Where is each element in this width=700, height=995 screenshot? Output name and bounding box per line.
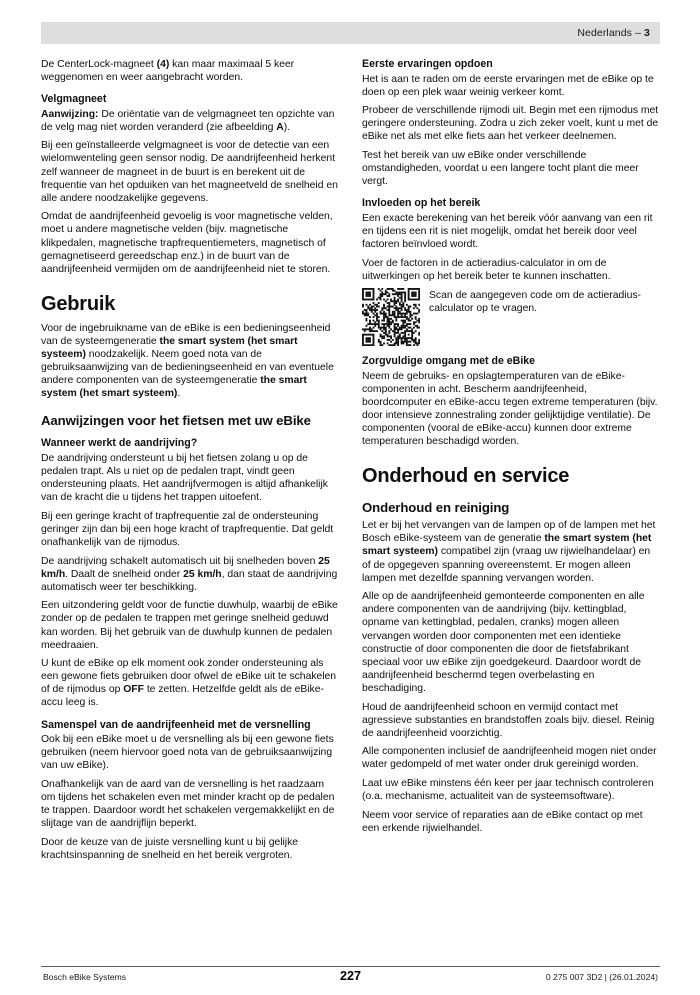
left-column <box>41 58 338 867</box>
right-column <box>362 58 659 867</box>
para-ingebruikname: Voor de ingebruikname van de eBike is een bedieningseenheid van de systeemgeneratie the smart system (het smart systeem) noodzakelijk. Neem goed nota van de gebruiksaanwijzing van de bedieningseenheid en van eventuele andere componenten van de systeemgeneratie the smart system (het smart systeem). <box>41 322 334 400</box>
subheading-zorgvuldige-omgang: Zorgvuldige omgang met de eBike <box>362 355 536 368</box>
footer-publisher: Bosch eBike Systems <box>43 972 127 982</box>
page-columns <box>41 58 660 867</box>
para-duwhulp: Een uitzondering geldt voor de functie duwhulp, waarbij de eBike zonder op de pedalen te trappen met geringe snelheid geduwd kan worden. Bij het gebruik van de duwhulp kunnen de pedalen meedraaien. <box>41 600 338 651</box>
section-aanwijzingen-fietsen: Aanwijzingen voor het fietsen met uw eBike <box>41 413 311 429</box>
chapter-onderhoud-service: Onderhoud en service <box>362 465 570 488</box>
section-onderhoud-reiniging: Onderhoud en reiniging <box>362 500 510 516</box>
para-aanwijzing-orientatie: Aanwijzing: De oriëntatie van de velgmagneet ten opzichte van de velg mag niet worden veranderd (zie afbeelding A). <box>41 108 335 133</box>
subheading-velgmagneet: Velgmagneet <box>41 93 107 106</box>
footer-document-code: 0 275 007 3D2 | (26.01.2024) <box>545 972 658 982</box>
para-rijmodi-uitproberen: Probeer de verschillende rijmodi uit. Begin met een rijmodus met geringere ondersteuning. Zodra u zich zeker voelt, kunt u met de eBike net als met elke fiets aan het verkeer deelnemen. <box>362 105 659 143</box>
subheading-samenspel-versnelling: Samenspel van de aandrijfeenheid met de versnelling <box>41 718 311 731</box>
running-head-separator: – <box>635 27 642 39</box>
qr-actieradius-calculator <box>362 288 659 346</box>
para-schakelt-automatisch-uit: De aandrijving schakelt automatisch uit bij snelheden boven 25 km/h. Daalt de snelheid onder 25 km/h, dan staat de aandrijving automatisch weer ter beschikking. <box>41 555 338 593</box>
running-head-page-marker: 3 <box>644 27 650 39</box>
subheading-invloeden-bereik: Invloeden op het bereik <box>362 197 481 210</box>
para-geringe-kracht: Bij een geringe kracht of trapfrequentie zal de ondersteuning geringer zijn dan bij een hoge kracht of trapfrequentie. Dat geldt onafhankelijk van de rijmodus. <box>41 510 334 548</box>
footer-page-number: 227 <box>339 969 361 983</box>
para-jaarlijkse-controle: Laat uw eBike minstens één keer per jaar technisch controleren (o.a. mechanisme, actualiteit van de systeemsoftware). <box>362 777 654 803</box>
qr-code-icon <box>362 288 420 346</box>
para-test-bereik: Test het bereik van uw eBike onder verschillende omstandigheden, voordat u een langere tocht plant die meer vergt. <box>362 149 639 188</box>
page-footer <box>41 966 660 989</box>
qr-caption-text: Scan de aangegeven code om de actieradius-calculator op te vragen. <box>429 290 641 315</box>
running-head-language: Nederlands <box>577 27 633 39</box>
chapter-gebruik: Gebruik <box>41 292 116 315</box>
para-gemonteerde-componenten: Alle op de aandrijfeenheid gemonteerde componenten en alle andere componenten van de aandrijving (bijv. kettingblad, opname van kettingblad, pedalen, cranks) mogen alleen vervangen worden door componenten met een identieke constructie of door componenten die door de fietsfabrikant speciaal voor uw eBike zijn goedgekeurd. Daardoor wordt de aandrijfeenheid beschermd tegen overbelasting en beschadiging. <box>362 591 645 694</box>
subheading-wanneer-werkt-aandrijving: Wanneer werkt de aandrijving? <box>41 437 198 450</box>
para-schakelen-minder-kracht: Onafhankelijk van de aard van de versnelling is het raadzaam om tijdens het schakelen even met minder kracht op de pedalen te trappen. Daardoor wordt het schakelen vergemakkelijkt en de slijtage van de aandrijflijn beperkt. <box>41 778 335 830</box>
para-versnelling-gebruiken: Ook bij een eBike moet u de versnelling als bij een gewone fiets gebruiken (neem hiervoor goed nota van de gebruiksaanwijzing van uw eBike). <box>41 734 334 772</box>
subheading-eerste-ervaringen: Eerste ervaringen opdoen <box>362 58 493 70</box>
para-actieradius-calculator: Voer de factoren in de actieradius-calculator in om de uitwerkingen op het bereik beter te kunnen inschatten. <box>362 257 611 282</box>
para-centerlock-magnet: De CenterLock-magneet (4) kan maar maximaal 5 keer weggenomen en weer aangebracht worden. <box>41 59 295 84</box>
para-service-reparaties: Neem voor service of reparaties aan de eBike contact op met een erkende rijwielhandel. <box>362 809 643 834</box>
para-niet-onderdompelen: Alle componenten inclusief de aandrijfeenheid mogen niet onder water gedompeld of met water onder druk gereinigd worden. <box>362 746 657 771</box>
para-magnetische-velden: Omdat de aandrijfeenheid gevoelig is voor magnetische velden, moet u andere magnetische velden (bijv. magnetische klikpedalen, magnetische trapfrequentiemeters, magnetisch of gemagnetiseerd gereedschap enz.) in de buurt van de aandrijfeenheid vermijden om de aandrijfeenheid niet te storen. <box>41 211 333 275</box>
para-temperaturen: Neem de gebruiks- en opslagtemperaturen van de eBike-componenten in acht. Bescherm aandrijfeenheid, boordcomputer en eBike-accu tegen extreme temperaturen (bijv. door intensieve zonnestraling zonder gelijktijdige ventilatie). De componenten (vooral de eBike-accu) kunnen door extreme temperaturen beschadigd worden. <box>362 370 658 448</box>
para-zonder-ondersteuning: U kunt de eBike op elk moment ook zonder ondersteuning als een gewone fiets gebruiken door ofwel de eBike uit te schakelen of de rijmodus op OFF te zetten. Hetzelfde geldt als de eBike-accu leeg is. <box>41 658 337 709</box>
para-exacte-berekening: Een exacte berekening van het bereik vóór aanvang van een rit en tijdens een rit is niet mogelijk, omdat het bereik door veel factoren beïnvloed wordt. <box>362 212 653 250</box>
running-head-text <box>577 27 650 39</box>
para-aandrijving-ondersteunt: De aandrijving ondersteunt u bij het fietsen zolang u op de pedalen trapt. Als u niet op de pedalen trapt, vindt geen ondersteuning plaats. Het aandrijfvermogen is altijd afhankelijk van de kracht die u tijdens het trappen uitoefent. <box>41 452 328 504</box>
para-schoon-houden: Houd de aandrijfeenheid schoon en vermijd contact met agressieve substanties en brandstoffen zoals bijv. diesel. Reinig de aandrijfeenheid voorzichtig. <box>362 701 655 739</box>
para-juiste-versnelling: Door de keuze van de juiste versnelling kunt u bij gelijke krachtsinspanning de snelheid en het bereik vergroten. <box>41 836 299 861</box>
para-geinstalleerde-velgmagneet: Bij een geïnstalleerde velgmagneet is voor de detectie van een wielomwenteling geen sensor nodig. De aandrijfeenheid herkent zelf wanneer de magneet in de buurt is en berekent uit de frequentie van het opduiken van het magneetveld de snelheid en alle andere noodzakelijke gegevens. <box>41 140 338 204</box>
running-head-bar <box>41 22 660 44</box>
para-lampen-vervangen: Let er bij het vervangen van de lampen op of de lampen met het Bosch eBike-systeem van de generatie the smart system (het smart systeem) compatibel zijn (vraag uw rijwielhandelaar) en of de opgegeven spanning overeenstemt. Er mogen alleen lampen met dezelfde spanning vervangen worden. <box>362 520 656 584</box>
para-eerste-ervaringen-plek: Het is aan te raden om de eerste ervaringen met de eBike op te doen op een plek waar weinig verkeer komt. <box>362 73 654 98</box>
